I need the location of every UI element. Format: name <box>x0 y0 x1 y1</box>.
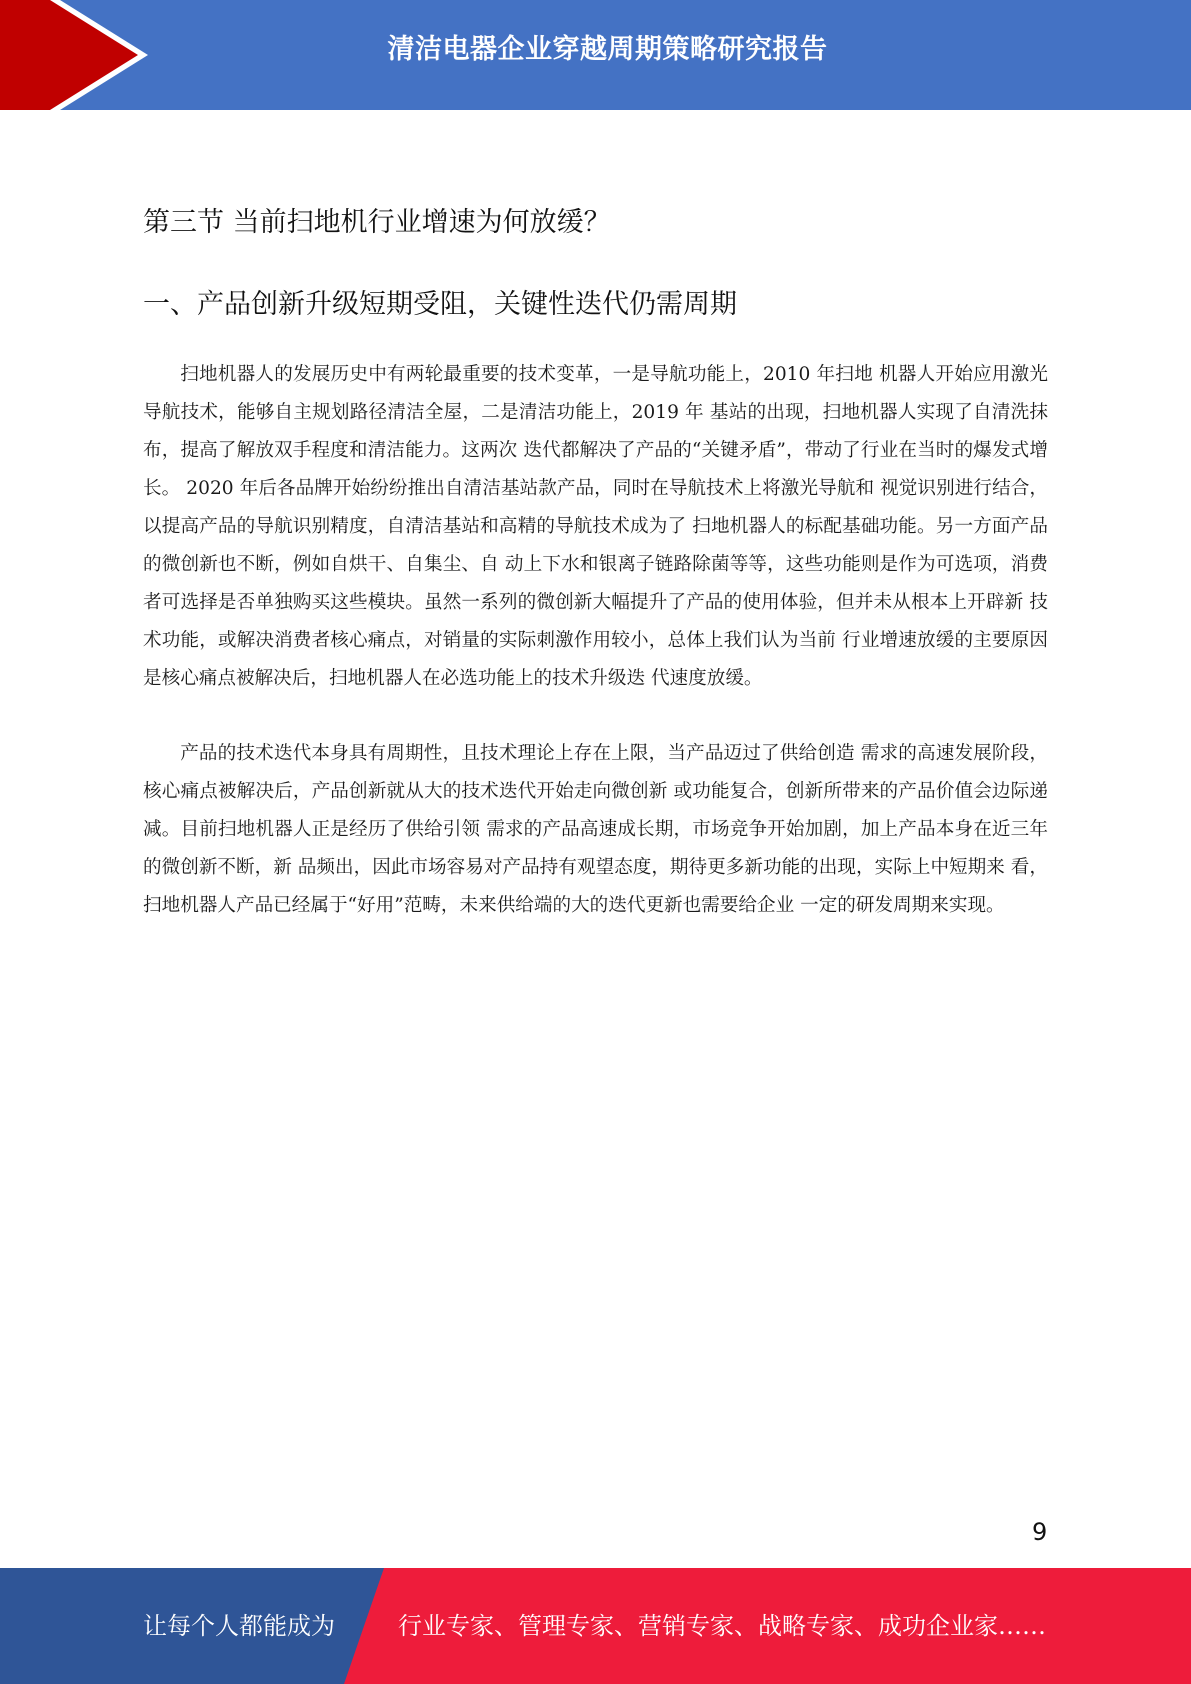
report-title: 清洁电器企业穿越周期策略研究报告 <box>387 34 828 65</box>
footer-slogan-left: 让每个人都能成为 <box>143 1612 335 1640</box>
subsection-title: 一、产品创新升级短期受阻，关键性迭代仍需周期 <box>143 289 737 320</box>
section-title: 第三节 当前扫地机行业增速为何放缓？ <box>143 207 611 238</box>
page-footer <box>0 1568 1191 1684</box>
report-header <box>0 0 1191 110</box>
paragraph-1: 扫地机器人的发展历史中有两轮最重要的技术变革，一是导航功能上，2010 年扫地 机器人开始应用激光导航技术，能够自主规划路径清洁全屋，二是清洁功能上，2019 年 基站的出现，扫地机器人实现了自清洗抹布，提高了解放双手程度和清洁能力。这两次 迭代都解决了产品的“关键矛盾”，带动了行业在当时的爆发式增长。 2020 年后各品牌开始纷纷推出自清洁基站款产品，同时在导航技术上将激光导航和 视觉识别进行结合，以提高产品的导航识别精度，自清洁基站和高精的导航技术成为了 扫地机器人的标配基础功能。另一方面产品的微创新也不断，例如自烘干、自集尘、自 动上下水和银离子链路除菌等等，这些功能则是作为可选项，消费者可选择是否单独购买这些模块。虽然一系列的微创新大幅提升了产品的使用体验，但并未从根本上开辟新 技术功能，或解决消费者核心痛点，对销量的实际刺激作用较小，总体上我们认为当前 行业增速放缓的主要原因是核心痛点被解决后，扫地机器人在必选功能上的技术升级迭 代速度放缓。 <box>143 364 1048 689</box>
page-number: 9 <box>1032 1518 1048 1546</box>
footer-slogan-right: 行业专家、管理专家、营销专家、战略专家、成功企业家…… <box>398 1612 1046 1640</box>
body-text <box>143 356 1048 962</box>
paragraph-2: 产品的技术迭代本身具有周期性，且技术理论上存在上限，当产品迈过了供给创造 需求的高速发展阶段，核心痛点被解决后，产品创新就从大的技术迭代开始走向微创新 或功能复合，创新所带来的产品价值会边际递减。目前扫地机器人正是经历了供给引领 需求的产品高速成长期，市场竞争开始加剧，加上产品本身在近三年的微创新不断，新 品频出，因此市场容易对产品持有观望态度，期待更多新功能的出现，实际上中短期来 看，扫地机器人产品已经属于“好用”范畴，未来供给端的大的迭代更新也需要给企业 一定的研发周期来实现。 <box>143 743 1048 916</box>
